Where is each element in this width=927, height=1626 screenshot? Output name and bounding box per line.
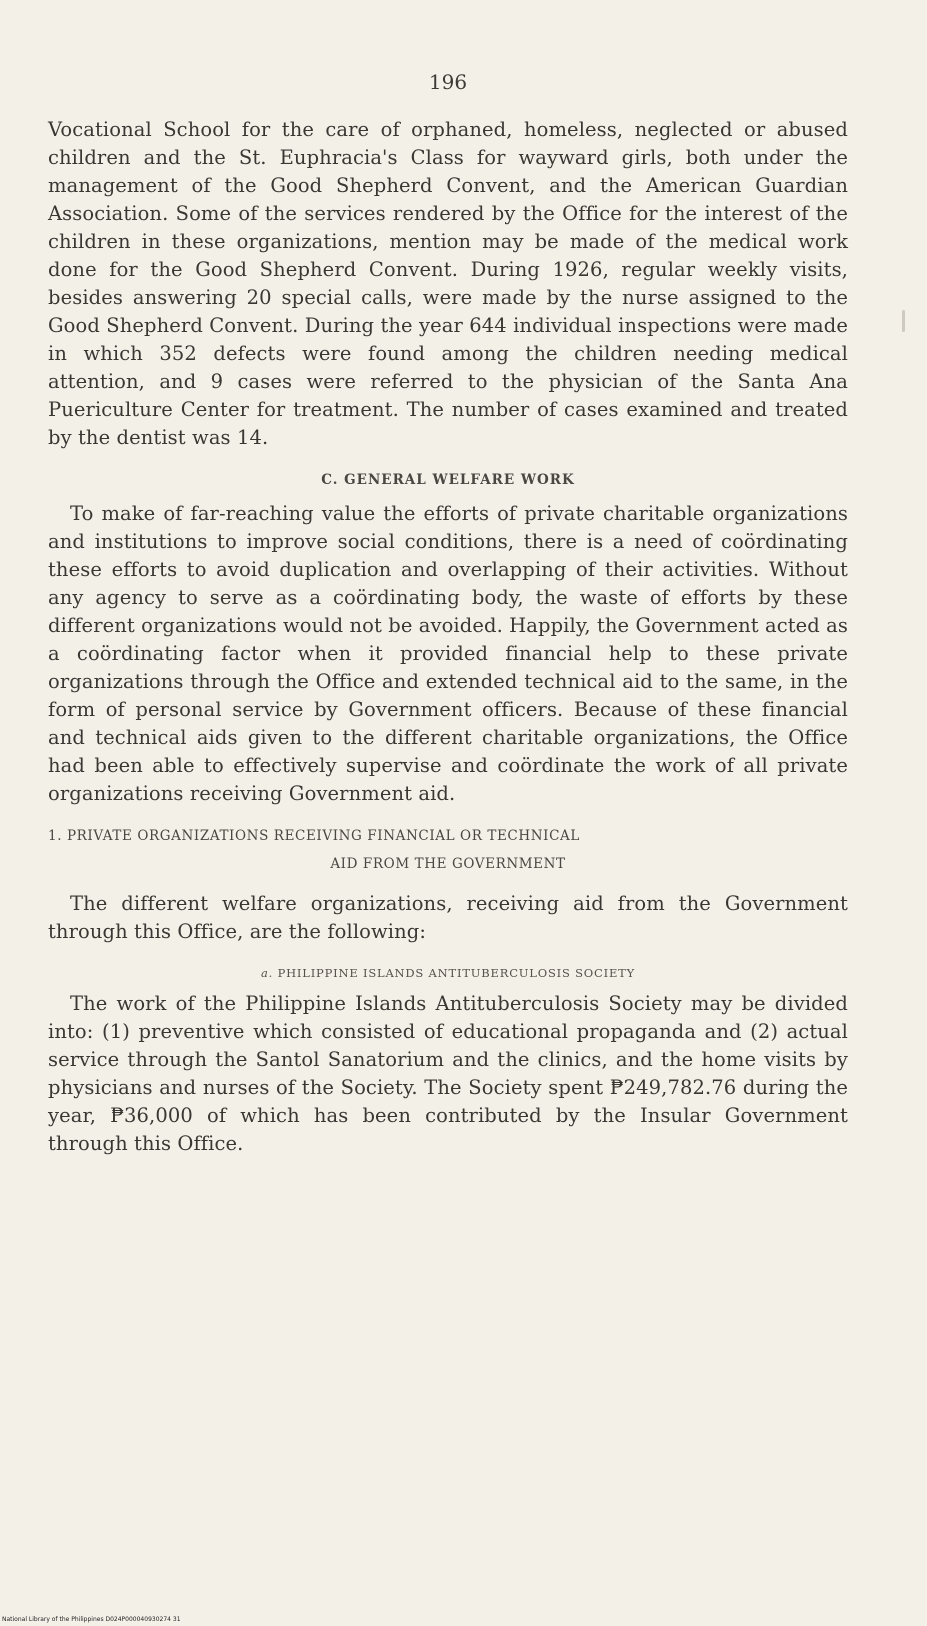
- section-heading-general-welfare: C. GENERAL WELFARE WORK: [321, 472, 575, 488]
- item-heading-text: PHILIPPINE ISLANDS ANTITUBERCULOSIS SOCIETY: [277, 966, 636, 980]
- item-heading-letter: a.: [260, 966, 274, 980]
- paragraph-antituberculosis-society: The work of the Philippine Islands Antituberculosis Society may be divided into: (1) preventive which consisted of educational propaganda and (2) actual service through the Santol Sanatorium and the clinics, and the home visits by physicians and nurses of the Society. The Society spent ₱249,782.76 during the year, ₱36,000 of which has been contributed by the Insular Government through this Office.: [48, 992, 848, 1155]
- subsection-heading-line2: AID FROM THE GOVERNMENT: [330, 856, 566, 872]
- subsection-heading-private-organizations: [48, 822, 848, 878]
- page-edge-mark: [902, 310, 905, 332]
- paragraph-intro: Vocational School for the care of orphaned, homeless, neglected or abused children and the St. Euphracia's Class for wayward girls, both under the management of the Good Shepherd Convent, and the American Guardian Association. Some of the services rendered by the Office for the interest of the children in these organizations, mention may be made of the medical work done for the Good Shepherd Convent. During 1926, regular weekly visits, besides answering 20 special calls, were made by the nurse assigned to the Good Shepherd Convent. During the year 644 individual inspections were made in which 352 defects were found among the children needing medical attention, and 9 cases were referred to the physician of the Santa Ana Puericulture Center for treatment. The number of cases examined and treated by the dentist was 14.: [48, 118, 848, 449]
- paragraph-list-intro: The different welfare organizations, receiving aid from the Government through this Office, are the following:: [48, 892, 848, 943]
- paragraph-general-welfare: To make of far-reaching value the efforts of private charitable organizations and institutions to improve social conditions, there is a need of coördinating these efforts to avoid duplication and overlapping of their activities. Without any agency to serve as a coördinating body, the waste of efforts by these different organizations would not be avoided. Happily, the Government acted as a coördinating factor when it provided financial help to these private organizations through the Office and extended technical aid to the same, in the form of personal service by Government officers. Because of these financial and technical aids given to the different charitable organizations, the Office had been able to effectively supervise and coördinate the work of all private organizations receiving Government aid.: [48, 502, 849, 805]
- item-heading-antituberculosis-society: [48, 966, 848, 980]
- page-number: 196: [428, 70, 468, 94]
- library-footer-stamp: National Library of the Philippines D024P000040930274 31: [2, 1616, 181, 1623]
- subsection-heading-line1: 1. PRIVATE ORGANIZATIONS RECEIVING FINANCIAL OR TECHNICAL: [48, 828, 580, 844]
- document-page: [48, 70, 848, 1158]
